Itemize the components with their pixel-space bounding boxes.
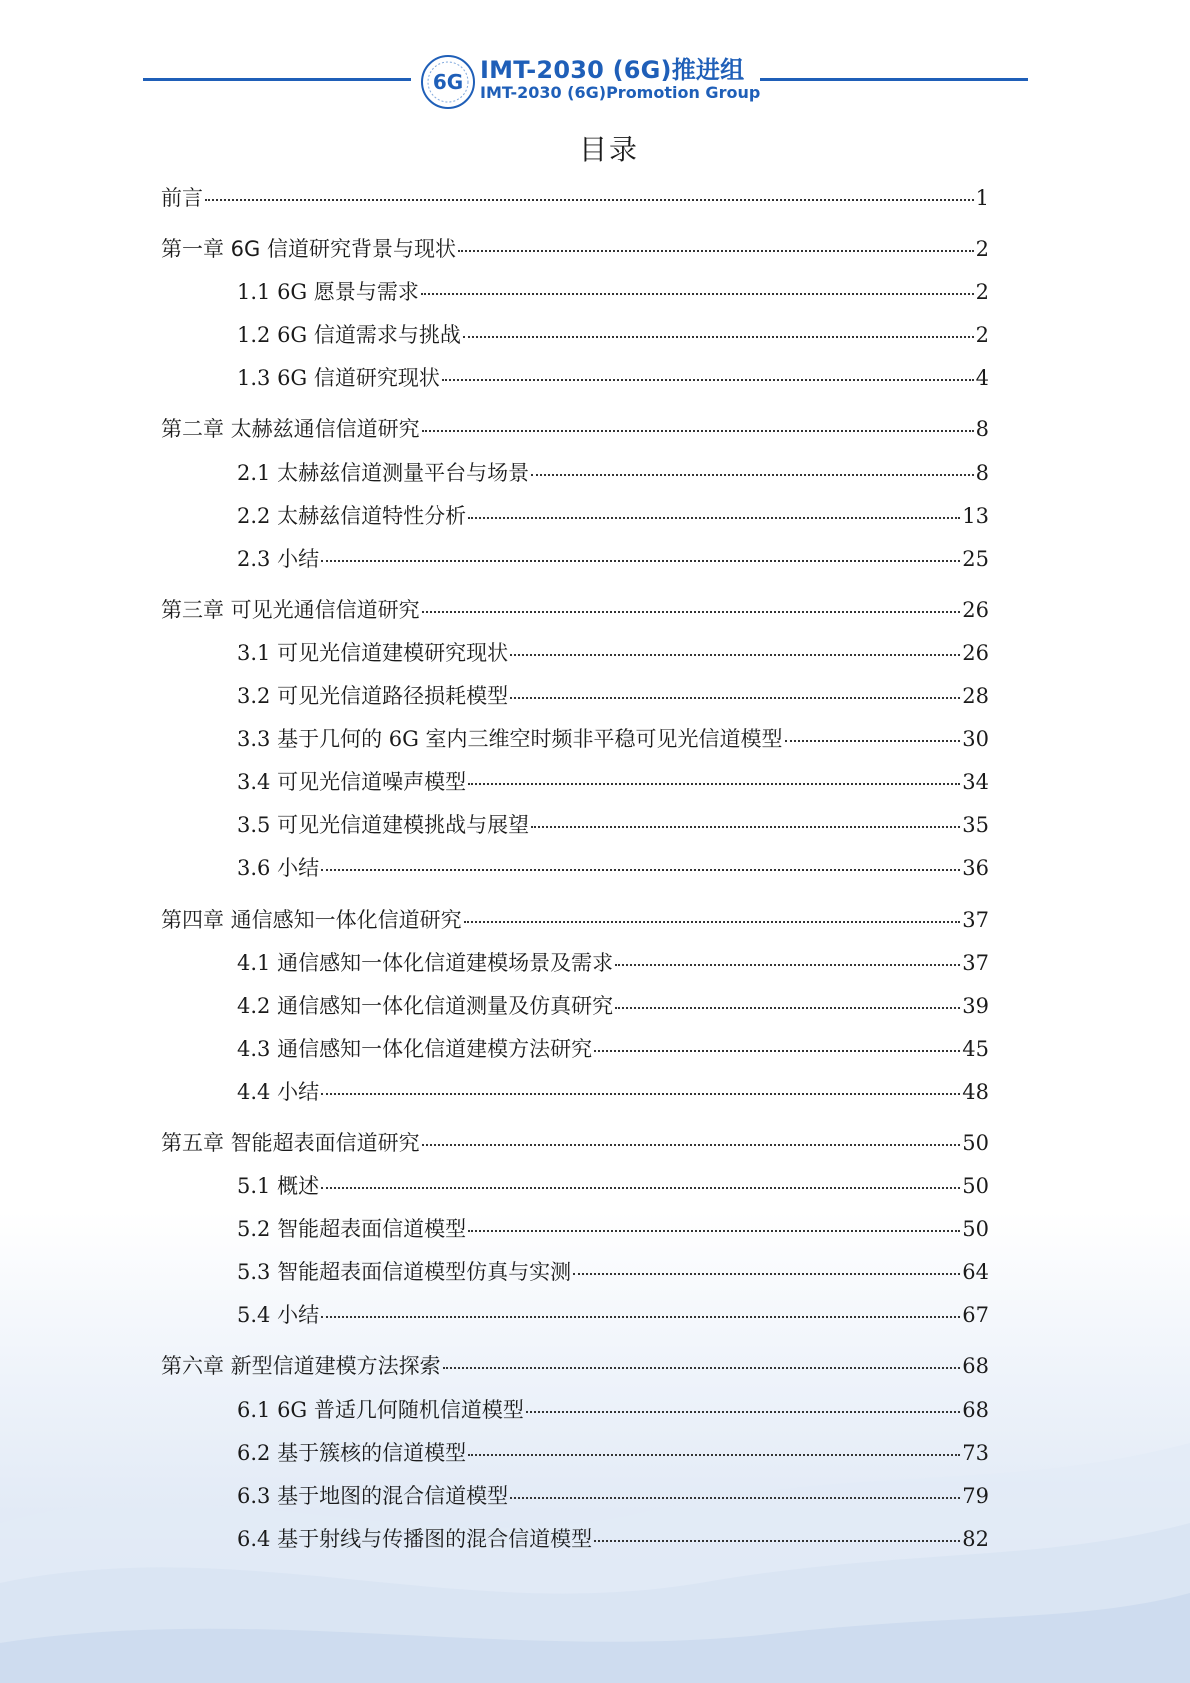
toc-page-number: 28 bbox=[962, 684, 989, 709]
toc-page-number: 37 bbox=[962, 907, 989, 932]
toc-entry-label: 6.1 6G 普适几何随机信道模型 bbox=[237, 1397, 524, 1422]
toc-leader-dots bbox=[468, 517, 960, 519]
toc-leader-dots bbox=[615, 964, 960, 966]
toc-section-entry[interactable] bbox=[161, 1256, 989, 1299]
toc-section-entry[interactable] bbox=[161, 500, 989, 543]
toc-entry-label: 5.4 小结 bbox=[237, 1303, 320, 1328]
toc-leader-dots bbox=[443, 1367, 961, 1369]
toc-entry-label: 第二章 太赫兹通信信道研究 bbox=[161, 417, 420, 442]
toc-section-entry[interactable] bbox=[161, 990, 989, 1033]
toc-page-number: 2 bbox=[975, 323, 989, 348]
toc-leader-dots bbox=[468, 1230, 960, 1232]
toc-leader-dots bbox=[321, 1316, 960, 1318]
org-name-cn: IMT-2030 (6G)推进组 bbox=[480, 56, 745, 84]
toc-entry-label: 2.2 太赫兹信道特性分析 bbox=[237, 503, 467, 528]
toc-section-entry[interactable] bbox=[161, 1076, 989, 1119]
toc-page-number: 26 bbox=[962, 640, 989, 665]
toc-leader-dots bbox=[422, 430, 974, 432]
toc-entry-label: 1.1 6G 愿景与需求 bbox=[237, 280, 419, 305]
header-rule-right bbox=[760, 78, 1028, 81]
toc-page-number: 13 bbox=[962, 503, 989, 528]
toc-page-number: 82 bbox=[962, 1526, 989, 1551]
toc-leader-dots bbox=[468, 1454, 960, 1456]
toc-section-entry[interactable] bbox=[161, 457, 989, 500]
org-brand bbox=[480, 56, 760, 102]
toc-entry-label: 3.2 可见光信道路径损耗模型 bbox=[237, 684, 509, 709]
toc-chapter-entry[interactable] bbox=[161, 182, 989, 225]
toc-page-number: 39 bbox=[962, 993, 989, 1018]
toc-entry-label: 6.4 基于射线与传播图的混合信道模型 bbox=[237, 1526, 593, 1551]
toc-chapter-entry[interactable] bbox=[161, 1127, 989, 1170]
toc-leader-dots bbox=[573, 1273, 960, 1275]
toc-section-entry[interactable] bbox=[161, 1437, 989, 1480]
toc-leader-dots bbox=[594, 1540, 960, 1542]
toc-page-number: 68 bbox=[962, 1354, 989, 1379]
toc-leader-dots bbox=[615, 1007, 960, 1009]
toc-entry-label: 4.3 通信感知一体化信道建模方法研究 bbox=[237, 1036, 593, 1061]
toc-page-number: 4 bbox=[975, 366, 989, 391]
toc-entry-label: 2.1 太赫兹信道测量平台与场景 bbox=[237, 460, 530, 485]
org-name-en: IMT-2030 (6G)Promotion Group bbox=[480, 83, 761, 102]
toc-section-entry[interactable] bbox=[161, 1299, 989, 1342]
toc-entry-label: 5.1 概述 bbox=[237, 1174, 320, 1199]
toc-leader-dots bbox=[321, 560, 960, 562]
toc-entry-label: 1.2 6G 信道需求与挑战 bbox=[237, 323, 461, 348]
toc-section-entry[interactable] bbox=[161, 852, 989, 895]
toc-page-number: 37 bbox=[962, 950, 989, 975]
toc-section-entry[interactable] bbox=[161, 1480, 989, 1523]
header-rule-left bbox=[143, 78, 411, 81]
toc-entry-label: 4.4 小结 bbox=[237, 1079, 320, 1104]
toc-section-entry[interactable] bbox=[161, 319, 989, 362]
toc-page-number: 26 bbox=[962, 597, 989, 622]
toc-section-entry[interactable] bbox=[161, 680, 989, 723]
toc-leader-dots bbox=[422, 611, 961, 613]
toc-page-number: 50 bbox=[962, 1130, 989, 1155]
toc-chapter-entry[interactable] bbox=[161, 594, 989, 637]
toc-page-number: 2 bbox=[975, 280, 989, 305]
toc-chapter-entry[interactable] bbox=[161, 1350, 989, 1393]
toc-page-number: 2 bbox=[975, 237, 989, 262]
toc-entry-label: 4.2 通信感知一体化信道测量及仿真研究 bbox=[237, 993, 614, 1018]
toc-entry-label: 3.1 可见光信道建模研究现状 bbox=[237, 640, 509, 665]
toc-leader-dots bbox=[510, 654, 960, 656]
toc-entry-label: 5.2 智能超表面信道模型 bbox=[237, 1217, 467, 1242]
toc-section-entry[interactable] bbox=[161, 637, 989, 680]
toc-section-entry[interactable] bbox=[161, 362, 989, 405]
toc-entry-label: 4.1 通信感知一体化信道建模场景及需求 bbox=[237, 950, 614, 975]
toc-entry-label: 第四章 通信感知一体化信道研究 bbox=[161, 907, 462, 932]
toc-entry-label: 2.3 小结 bbox=[237, 546, 320, 571]
toc-entry-label: 3.4 可见光信道噪声模型 bbox=[237, 770, 467, 795]
toc-page-number: 68 bbox=[962, 1397, 989, 1422]
toc-leader-dots bbox=[442, 379, 974, 381]
toc-leader-dots bbox=[321, 869, 960, 871]
toc-page-number: 34 bbox=[962, 770, 989, 795]
toc-section-entry[interactable] bbox=[161, 1170, 989, 1213]
toc-page-number: 79 bbox=[962, 1483, 989, 1508]
toc-leader-dots bbox=[526, 1411, 960, 1413]
toc-leader-dots bbox=[422, 1144, 961, 1146]
toc-entry-label: 5.3 智能超表面信道模型仿真与实测 bbox=[237, 1260, 572, 1285]
toc-leader-dots bbox=[468, 783, 960, 785]
toc-page-number: 45 bbox=[962, 1036, 989, 1061]
toc-leader-dots bbox=[785, 740, 961, 742]
toc-leader-dots bbox=[321, 1187, 960, 1189]
toc-leader-dots bbox=[463, 336, 974, 338]
toc-leader-dots bbox=[321, 1093, 960, 1095]
toc-entry-label: 第六章 新型信道建模方法探索 bbox=[161, 1354, 441, 1379]
toc-entry-label: 第三章 可见光通信信道研究 bbox=[161, 597, 420, 622]
toc-entry-label: 6.3 基于地图的混合信道模型 bbox=[237, 1483, 509, 1508]
toc-leader-dots bbox=[594, 1050, 960, 1052]
toc-entry-label: 6.2 基于簇核的信道模型 bbox=[237, 1440, 467, 1465]
toc-leader-dots bbox=[458, 250, 974, 252]
toc-leader-dots bbox=[531, 474, 974, 476]
toc-section-entry[interactable] bbox=[161, 1523, 989, 1566]
toc-entry-label: 3.6 小结 bbox=[237, 856, 320, 881]
toc-page-number: 30 bbox=[962, 727, 989, 752]
toc-page-number: 8 bbox=[975, 417, 989, 442]
toc-page-number: 73 bbox=[962, 1440, 989, 1465]
toc-section-entry[interactable] bbox=[161, 723, 989, 766]
toc-entry-label: 1.3 6G 信道研究现状 bbox=[237, 366, 440, 391]
toc-section-entry[interactable] bbox=[161, 1213, 989, 1256]
page-header bbox=[0, 52, 1190, 112]
toc-leader-dots bbox=[421, 293, 974, 295]
toc-leader-dots bbox=[464, 921, 961, 923]
toc-leader-dots bbox=[531, 826, 960, 828]
toc-entry-label: 第五章 智能超表面信道研究 bbox=[161, 1130, 420, 1155]
toc-page-number: 50 bbox=[962, 1217, 989, 1242]
imt2030-6g-logo-icon bbox=[420, 54, 476, 110]
toc-leader-dots bbox=[510, 1497, 960, 1499]
toc-section-entry[interactable] bbox=[161, 809, 989, 852]
toc-page-number: 48 bbox=[962, 1079, 989, 1104]
toc-page-number: 67 bbox=[962, 1303, 989, 1328]
toc-entry-label: 前言 bbox=[161, 186, 203, 210]
toc-page-number: 8 bbox=[975, 460, 989, 485]
toc-entry-label: 3.5 可见光信道建模挑战与展望 bbox=[237, 813, 530, 838]
toc-section-entry[interactable] bbox=[161, 947, 989, 990]
toc-section-entry[interactable] bbox=[161, 766, 989, 809]
toc-page-number: 36 bbox=[962, 856, 989, 881]
toc-leader-dots bbox=[205, 199, 974, 201]
table-of-contents bbox=[161, 182, 989, 1566]
toc-leader-dots bbox=[510, 697, 960, 699]
toc-entry-label: 第一章 6G 信道研究背景与现状 bbox=[161, 237, 456, 262]
toc-section-entry[interactable] bbox=[161, 1033, 989, 1076]
toc-page-number: 1 bbox=[975, 186, 989, 210]
toc-page-number: 35 bbox=[962, 813, 989, 838]
toc-chapter-entry[interactable] bbox=[161, 413, 989, 456]
logo-text: 6G bbox=[432, 70, 464, 94]
toc-section-entry[interactable] bbox=[161, 543, 989, 586]
toc-title: 目录 bbox=[578, 133, 639, 166]
toc-chapter-entry[interactable] bbox=[161, 904, 989, 947]
toc-section-entry[interactable] bbox=[161, 1394, 989, 1437]
toc-page-number: 25 bbox=[962, 546, 989, 571]
toc-entry-label: 3.3 基于几何的 6G 室内三维空时频非平稳可见光信道模型 bbox=[237, 727, 783, 752]
toc-section-entry[interactable] bbox=[161, 276, 989, 319]
toc-page-number: 50 bbox=[962, 1174, 989, 1199]
toc-page-number: 64 bbox=[962, 1260, 989, 1285]
toc-chapter-entry[interactable] bbox=[161, 233, 989, 276]
